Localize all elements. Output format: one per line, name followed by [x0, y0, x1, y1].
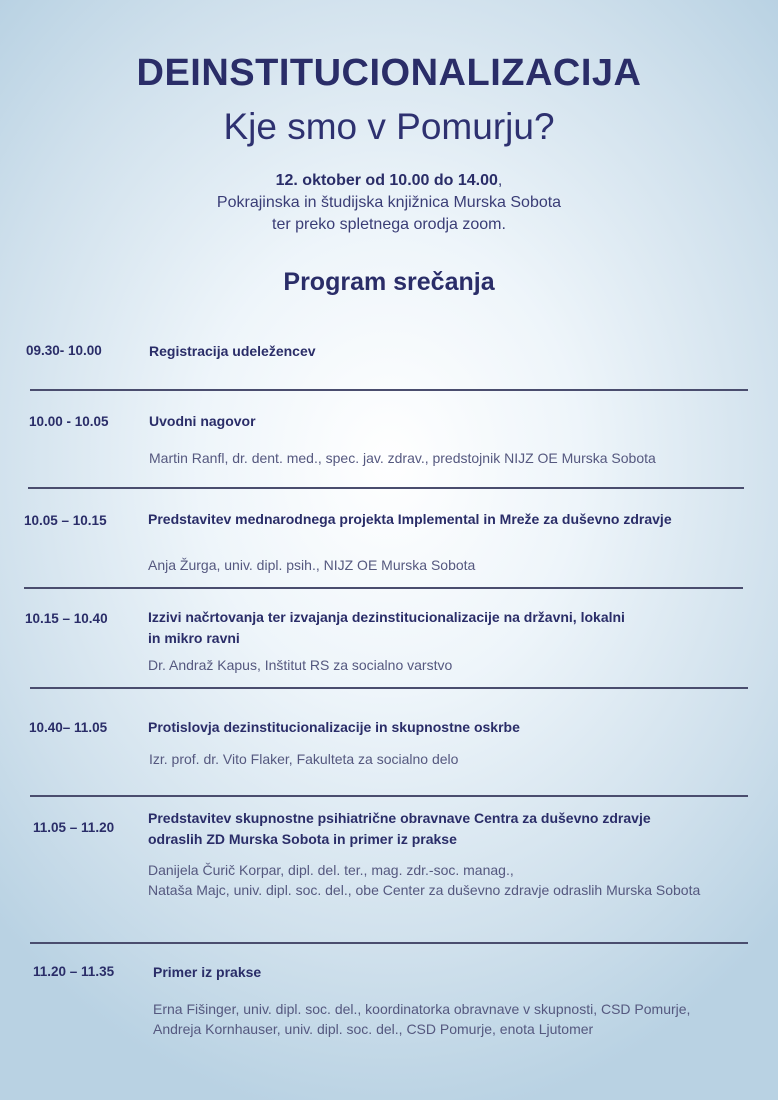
slot-speaker: Anja Žurga, univ. dipl. psih., NIJZ OE Murska Sobota [148, 557, 476, 573]
divider [24, 587, 743, 589]
slot-topic: Protislovja dezinstitucionalizacije in skupnostne oskrbe [148, 719, 520, 735]
slot-topic [148, 607, 748, 649]
slot-speaker-line: Danijela Čurič Korpar, dipl. del. ter., mag. zdr.-soc. manag., [148, 862, 514, 878]
slot-topic-line: Predstavitev skupnostne psihiatrične obravnave Centra za duševno zdravje [148, 810, 651, 826]
slot-topic: Predstavitev mednarodnega projekta Implemental in Mreže za duševno zdravje [148, 511, 672, 527]
slot-speaker-line: Andreja Kornhauser, univ. dipl. soc. del., CSD Pomurje, enota Ljutomer [153, 1021, 594, 1037]
event-date-line [0, 170, 778, 192]
slot-topic: Registracija udeležencev [149, 343, 316, 359]
divider [30, 389, 748, 391]
divider [30, 795, 748, 797]
slot-time: 11.05 – 11.20 [33, 820, 115, 835]
event-date-time: 12. oktober od 10.00 do 14.00 [275, 172, 498, 189]
page-title: DEINSTITUCIONALIZACIJA [136, 52, 642, 94]
slot-topic-line: Izzivi načrtovanja ter izvajanja dezinstitucionalizacije na državni, lokalni [148, 609, 625, 625]
slot-speaker [153, 999, 725, 1039]
slot-speaker-line: Nataša Majc, univ. dipl. soc. del., obe Center za duševno zdravje odraslih Murska Sobota [148, 882, 701, 898]
event-online: ter preko spletnega orodja zoom. [272, 216, 506, 233]
slot-time: 10.15 – 10.40 [25, 611, 108, 626]
slot-time: 10.05 – 10.15 [24, 513, 107, 528]
divider [28, 487, 744, 489]
slot-time: 09.30- 10.00 [26, 343, 102, 358]
slot-topic-line: in mikro ravni [148, 630, 240, 646]
slot-speaker: Martin Ranfl, dr. dent. med., spec. jav. zdrav., predstojnik NIJZ OE Murska Sobota [149, 450, 656, 466]
slot-time: 11.20 – 11.35 [33, 964, 115, 979]
slot-speaker [148, 860, 728, 900]
slot-speaker: Dr. Andraž Kapus, Inštitut RS za socialno varstvo [148, 657, 453, 673]
event-location: Pokrajinska in študijska knjižnica Murska Sobota [216, 194, 562, 211]
slot-time: 10.40– 11.05 [29, 720, 108, 735]
event-date-suffix: , [497, 172, 503, 189]
slot-speaker-line: Erna Fišinger, univ. dipl. soc. del., koordinatorka obravnave v skupnosti, CSD Pomurje, [153, 1001, 691, 1017]
divider [30, 942, 748, 944]
program-title: Program srečanja [283, 268, 495, 296]
slot-speaker: Izr. prof. dr. Vito Flaker, Fakulteta za socialno delo [149, 751, 459, 767]
slot-topic: Primer iz prakse [153, 964, 262, 980]
slot-topic [148, 808, 748, 850]
page-subtitle: Kje smo v Pomurju? [223, 106, 555, 147]
divider [30, 687, 748, 689]
slot-time: 10.00 - 10.05 [29, 414, 109, 429]
event-info [0, 170, 778, 236]
slot-topic: Uvodni nagovor [149, 413, 256, 429]
slot-topic-line: odraslih ZD Murska Sobota in primer iz prakse [148, 831, 457, 847]
